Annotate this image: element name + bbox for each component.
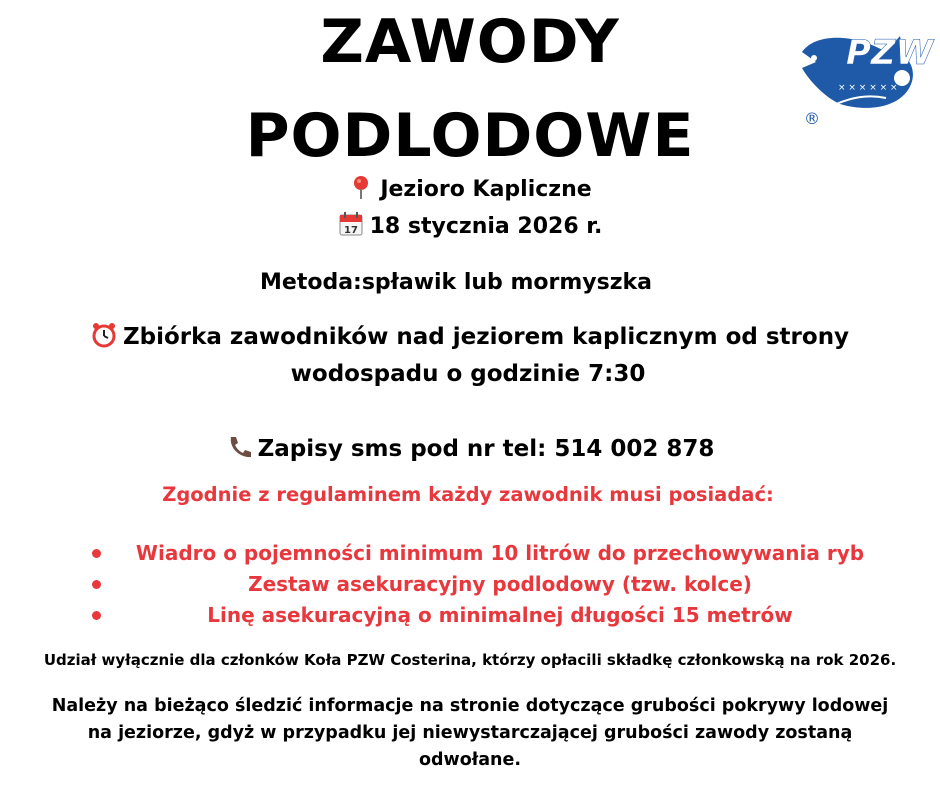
regulations-heading: Zgodnie z regulaminem każdy zawodnik musi posiadać: [162,483,774,506]
gathering-line-2: wodospadu o godzinie 7:30 [290,361,646,387]
alarm-clock-icon [91,322,117,348]
regulations-list [88,538,888,631]
calendar-icon [338,211,364,237]
phone-icon [226,434,252,460]
list-item: Zestaw asekuracyjny podlodowy (tzw. kolce) [88,569,888,600]
bullet-icon [92,611,101,620]
notice-line-1: Należy na bieżąco śledzić informacje na stronie dotyczące grubości pokrywy lodowej [51,696,889,716]
bullet-icon [92,580,101,589]
location-text: Jezioro Kapliczne [380,177,592,202]
date-line [0,210,940,244]
signup-text: Zapisy sms pod nr tel: 514 002 878 [257,436,715,462]
notice-line-3: odwołane. [418,750,522,770]
svg-text:× × × × × ×: × × × × × × [838,83,898,93]
title-line-2: PODLODOWE [245,101,695,171]
list-item: Linę asekuracyjną o minimalnej długości 15 metrów [88,600,888,631]
title-line-1: ZAWODY [320,7,620,77]
pin-icon [348,174,374,200]
bullet-icon [92,549,101,558]
fish-logo-icon [796,12,936,132]
date-text: 18 stycznia 2026 r. [369,214,603,239]
list-item: Wiadro o pojemności minimum 10 litrów do przechowywania ryb [88,538,888,569]
signup-line [0,432,940,466]
notice-line-2: na jeziorze, gdyż w przypadku jej niewystarczającej grubości zawody zostaną [87,723,853,743]
method-line: Metoda:spławik lub mormyszka [260,270,652,295]
svg-text:PZW: PZW [846,33,934,73]
location-line [0,173,940,207]
eligibility-text: Udział wyłącznie dla członków Koła PZW Costerina, którzy opłacili składkę członkowską na rok 2026. [43,651,897,669]
gathering-text-1: Zbiórka zawodników nad jeziorem kaplicznym od strony [122,324,850,350]
svg-text:17: 17 [343,225,358,236]
gathering-line-1 [0,320,940,354]
svg-text:®: ® [804,109,820,128]
pzw-logo [796,12,936,132]
